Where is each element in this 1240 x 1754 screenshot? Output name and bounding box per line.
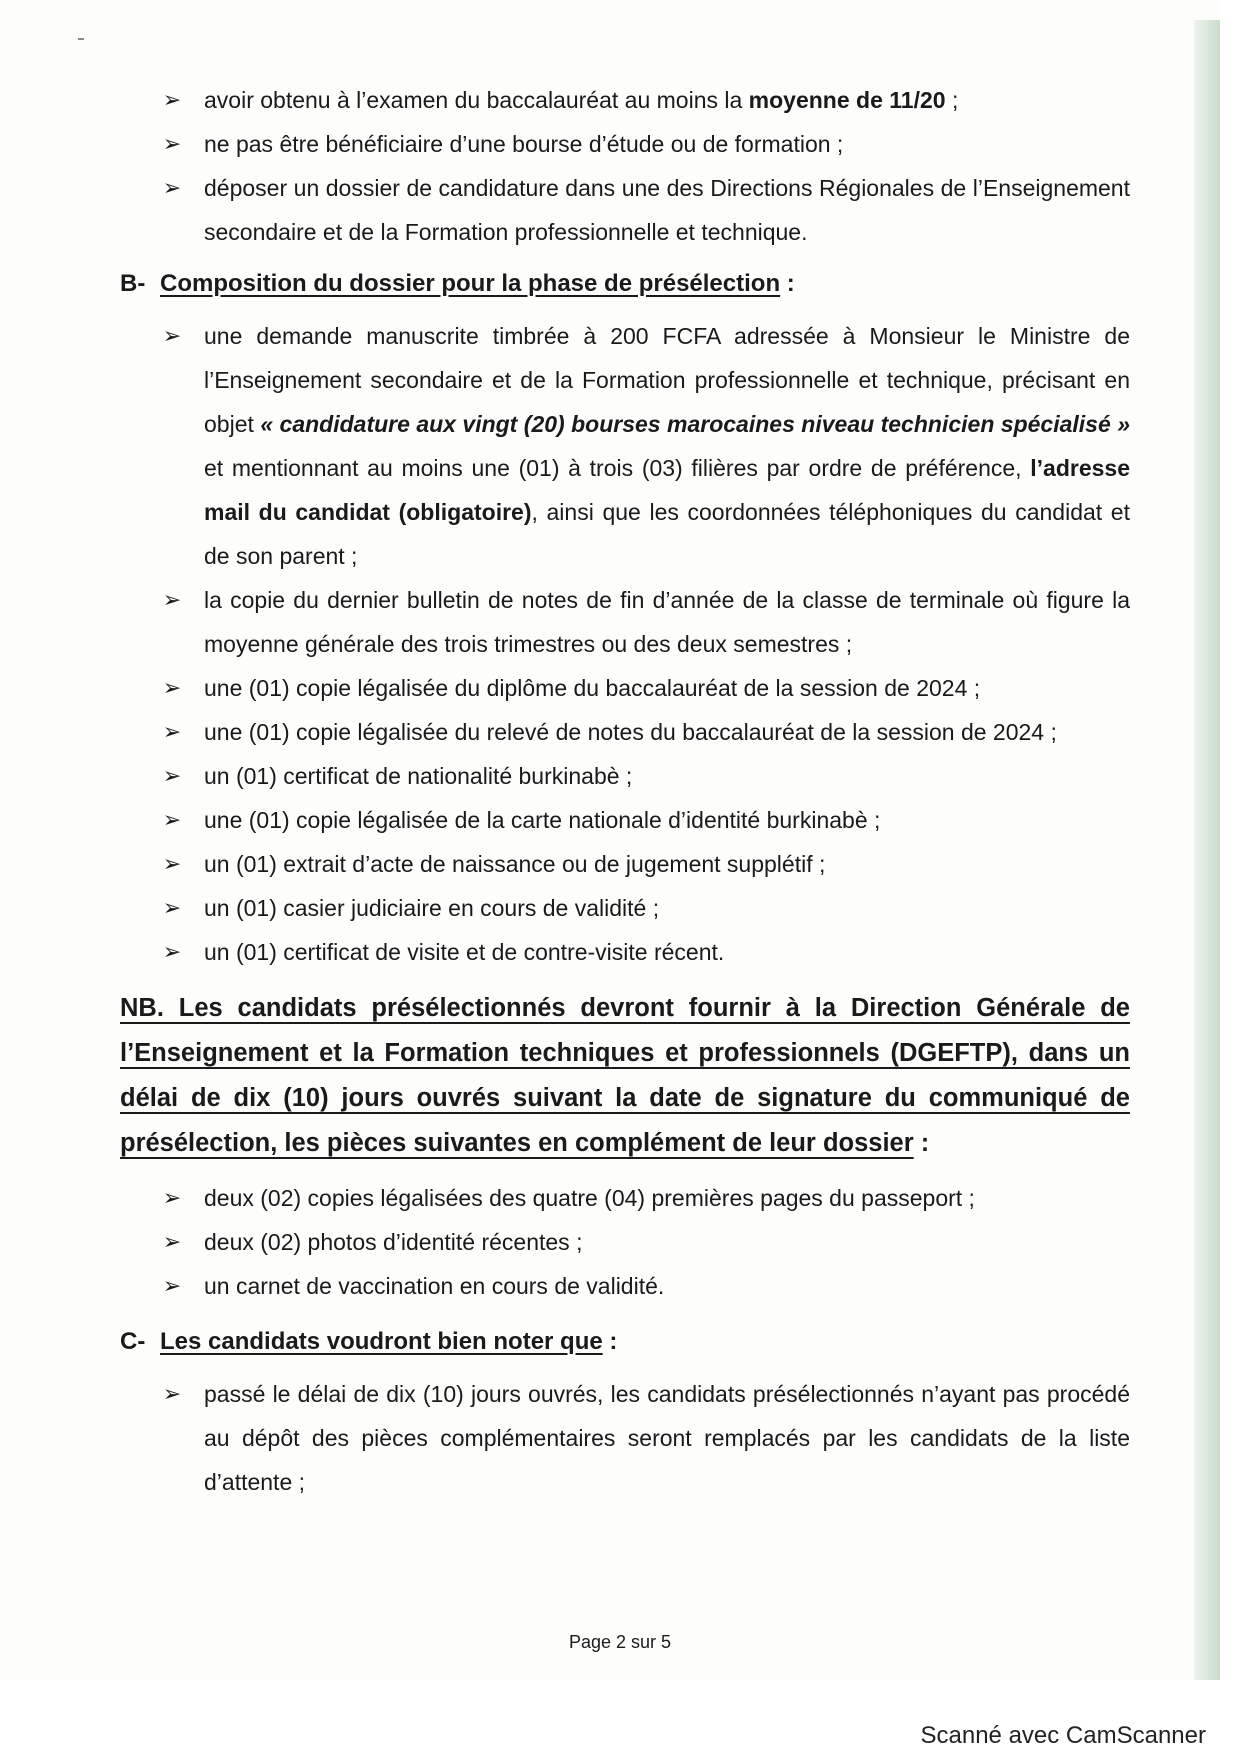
document-list-c bbox=[120, 1372, 1130, 1504]
arrow-bullet-icon: ➢ bbox=[162, 851, 182, 876]
page-number: Page 2 sur 5 bbox=[568, 1632, 672, 1652]
list-item: ➢ avoir obtenu à l’examen du baccalauréat au moins la moyenne de 11/20 ; bbox=[120, 78, 1130, 122]
section-c-heading: C- Les candidats voudront bien noter que : bbox=[120, 1328, 618, 1355]
arrow-bullet-icon: ➢ bbox=[162, 719, 182, 744]
document-list-nb bbox=[120, 1176, 1130, 1308]
list-item: ➢ un (01) extrait d’acte de naissance ou de jugement supplétif ; bbox=[120, 842, 1130, 886]
scan-mark bbox=[78, 38, 84, 40]
document-body bbox=[120, 78, 1130, 1504]
list-item: ➢ passé le délai de dix (10) jours ouvrés, les candidats présélectionnés n’ayant pas procédé au dépôt des pièces complémentaires seront remplacés par les candidats de la liste d’attente ; bbox=[120, 1372, 1130, 1504]
list-item: ➢ un (01) casier judiciaire en cours de validité ; bbox=[120, 886, 1130, 930]
list-item: ➢ une (01) copie légalisée du diplôme du baccalauréat de la session de 2024 ; bbox=[120, 666, 1130, 710]
nb-paragraph: NB. Les candidats présélectionnés devront fournir à la Direction Générale de l’Enseignement et la Formation techniques et professionnels (DGEFTP), dans un délai de dix (10) jours ouvrés suivant la date de signature du communiqué de présélection, les pièces suivantes en complément de leur dossier : bbox=[120, 994, 1130, 1157]
list-item: ➢ deux (02) photos d’identité récentes ; bbox=[120, 1220, 1130, 1264]
arrow-bullet-icon: ➢ bbox=[162, 807, 182, 832]
list-item: ➢ un (01) certificat de nationalité burkinabè ; bbox=[120, 754, 1130, 798]
list-item: ➢ une (01) copie légalisée de la carte nationale d’identité burkinabè ; bbox=[120, 798, 1130, 842]
arrow-bullet-icon: ➢ bbox=[162, 1229, 182, 1254]
list-item: ➢ un (01) certificat de visite et de contre-visite récent. bbox=[120, 930, 1130, 974]
document-list-b bbox=[120, 578, 1130, 974]
list-item: ➢ deux (02) copies légalisées des quatre (04) premières pages du passeport ; bbox=[120, 1176, 1130, 1220]
arrow-bullet-icon: ➢ bbox=[162, 1381, 182, 1406]
list-item: ➢ ne pas être bénéficiaire d’une bourse d’étude ou de formation ; bbox=[120, 122, 1130, 166]
arrow-bullet-icon: ➢ bbox=[162, 323, 182, 348]
list-item: ➢ un carnet de vaccination en cours de validité. bbox=[120, 1264, 1130, 1308]
arrow-bullet-icon: ➢ bbox=[162, 895, 182, 920]
list-item: ➢ une (01) copie légalisée du relevé de notes du baccalauréat de la session de 2024 ; bbox=[120, 710, 1130, 754]
scanner-watermark: Scanné avec CamScanner bbox=[920, 1722, 1206, 1749]
arrow-bullet-icon: ➢ bbox=[162, 587, 182, 612]
arrow-bullet-icon: ➢ bbox=[162, 939, 182, 964]
list-item: ➢ une demande manuscrite timbrée à 200 FCFA adressée à Monsieur le Ministre de l’Enseignement secondaire et de la Formation professionnelle et technique, précisant en objet « candidature aux vingt (20) bourses marocaines niveau technicien spécialisé » et mentionnant au moins une (01) à trois (03) filières par ordre de préférence, l’adresse mail du candidat (obligatoire), ainsi que les coordonnées téléphoniques du candidat et de son parent ; bbox=[120, 314, 1130, 578]
arrow-bullet-icon: ➢ bbox=[162, 1185, 182, 1210]
list-item: ➢ la copie du dernier bulletin de notes de fin d’année de la classe de terminale où figure la moyenne générale des trois trimestres ou des deux semestres ; bbox=[120, 578, 1130, 666]
arrow-bullet-icon: ➢ bbox=[162, 175, 182, 200]
page-edge-shadow bbox=[1194, 20, 1220, 1680]
arrow-bullet-icon: ➢ bbox=[162, 131, 182, 156]
arrow-bullet-icon: ➢ bbox=[162, 87, 182, 112]
list-item: ➢ déposer un dossier de candidature dans une des Directions Régionales de l’Enseignement secondaire et de la Formation professionnelle et technique. bbox=[120, 166, 1130, 254]
arrow-bullet-icon: ➢ bbox=[162, 675, 182, 700]
arrow-bullet-icon: ➢ bbox=[162, 763, 182, 788]
arrow-bullet-icon: ➢ bbox=[162, 1273, 182, 1298]
section-b-heading: B- Composition du dossier pour la phase de présélection : bbox=[120, 270, 795, 297]
